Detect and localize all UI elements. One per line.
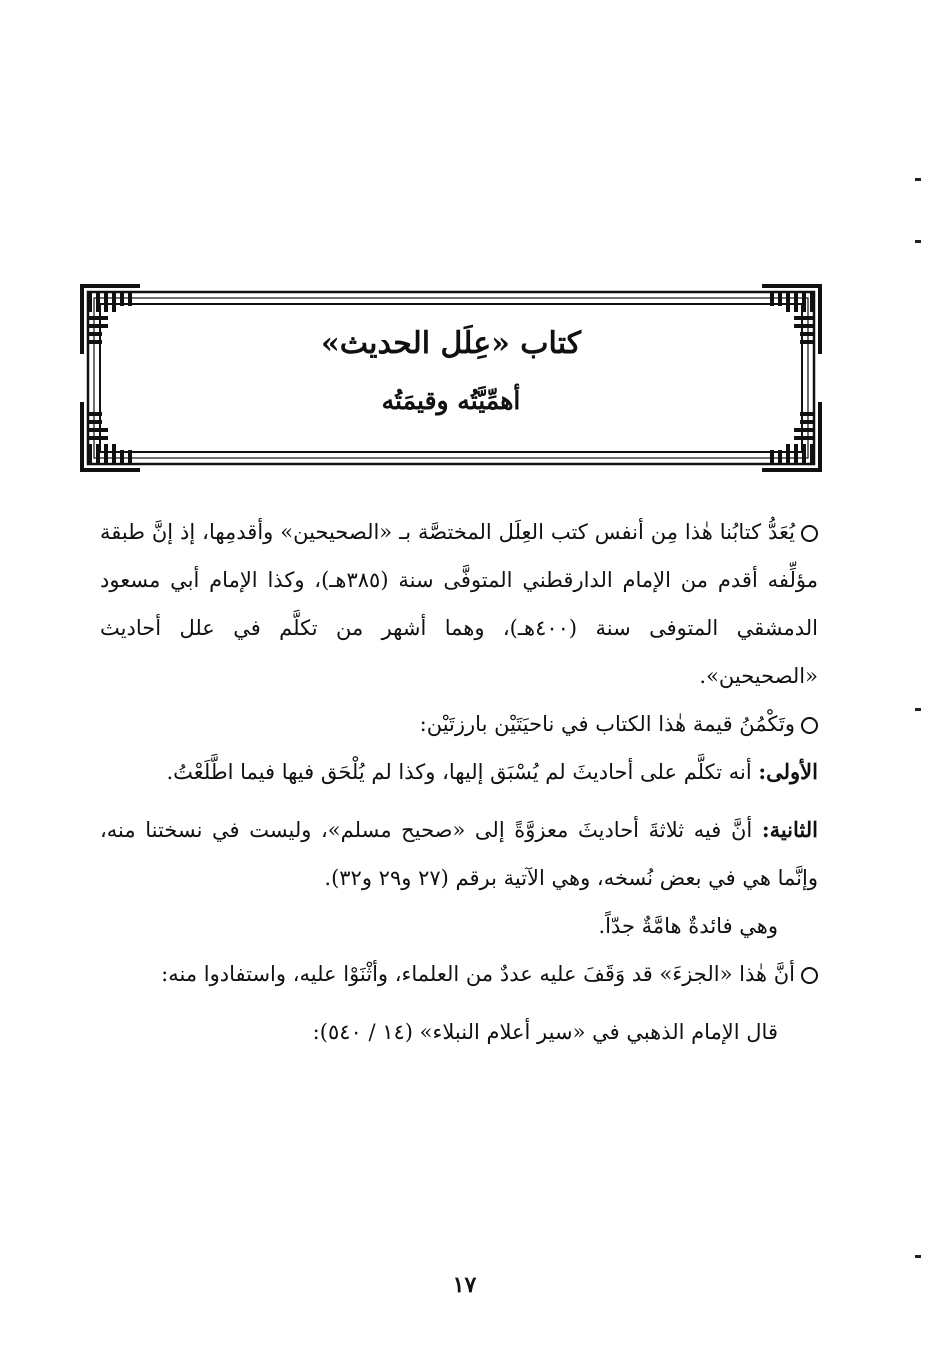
- edge-mark: [915, 240, 921, 243]
- point-second-label: الثانية:: [761, 817, 818, 842]
- circle-bullet-icon: [801, 717, 818, 734]
- point-second: [100, 806, 818, 902]
- paragraph-scholars-text: أنَّ هٰذا «الجزءَ» قد وَقَفَ عليه عددٌ من العلماء، وأثْنَوْا عليه، واستفادوا منه:: [161, 962, 795, 986]
- point-first-label: الأولى:: [758, 759, 818, 784]
- paragraph-scholars: [100, 950, 818, 998]
- paragraph-intro: [100, 508, 818, 700]
- paragraph-value-text: وتَكْمُنُ قيمة هٰذا الكتاب في ناحيَتَيْن بارزتَيْن:: [419, 712, 795, 736]
- title-frame: [78, 282, 824, 474]
- body-text: [100, 508, 818, 1056]
- circle-bullet-icon: [801, 525, 818, 542]
- point-first: [100, 748, 818, 796]
- edge-mark: [915, 178, 921, 181]
- point-first-text: أنه تكلَّم على أحاديثَ لم يُسْبَق إليها، وكذا لم يُلْحَق فيها فيما اطَّلَعْتُ.: [166, 760, 752, 784]
- book-title: كتاب «عِلَل الحديث»: [320, 326, 582, 361]
- circle-bullet-icon: [801, 967, 818, 984]
- point-second-text: أنَّ فيه ثلاثةَ أحاديثَ معزوَّةً إلى «صحيح مسلم»، وليست في نسختنا منه، وإنَّما هي في بعض نُسخه، وهي الآتية برقم (٢٧ و٢٩ و٣٢).: [100, 818, 818, 890]
- point-second-note: وهي فائدةٌ هامَّةٌ جدّاً.: [598, 914, 778, 938]
- edge-mark: [915, 1255, 921, 1258]
- paragraph-intro-text: يُعَدُّ كتابُنا هٰذا مِن أنفس كتب العِلَل المختصَّة بـ «الصحيحين» وأقدمِها، إذ إنَّ طبقة مؤلِّفه أقدم من الإمام الدارقطني المتوفَّى سنة (٣٨٥هـ)، وكذا الإمام أبي مسعود الدمشقي المتوفى سنة (٤٠٠هـ)، وهما أشهر من تكلَّم في علل أحاديث «الصحيحين».: [100, 520, 818, 688]
- book-subtitle: أهمِّيَّتُه وقيمَتُه: [381, 386, 521, 415]
- quote-intro: قال الإمام الذهبي في «سير أعلام النبلاء» (١٤ / ٥٤٠):: [312, 1020, 778, 1044]
- title-block: [78, 282, 824, 474]
- page-number: ١٧: [452, 1272, 477, 1298]
- paragraph-value: [100, 700, 818, 748]
- edge-mark: [915, 708, 921, 711]
